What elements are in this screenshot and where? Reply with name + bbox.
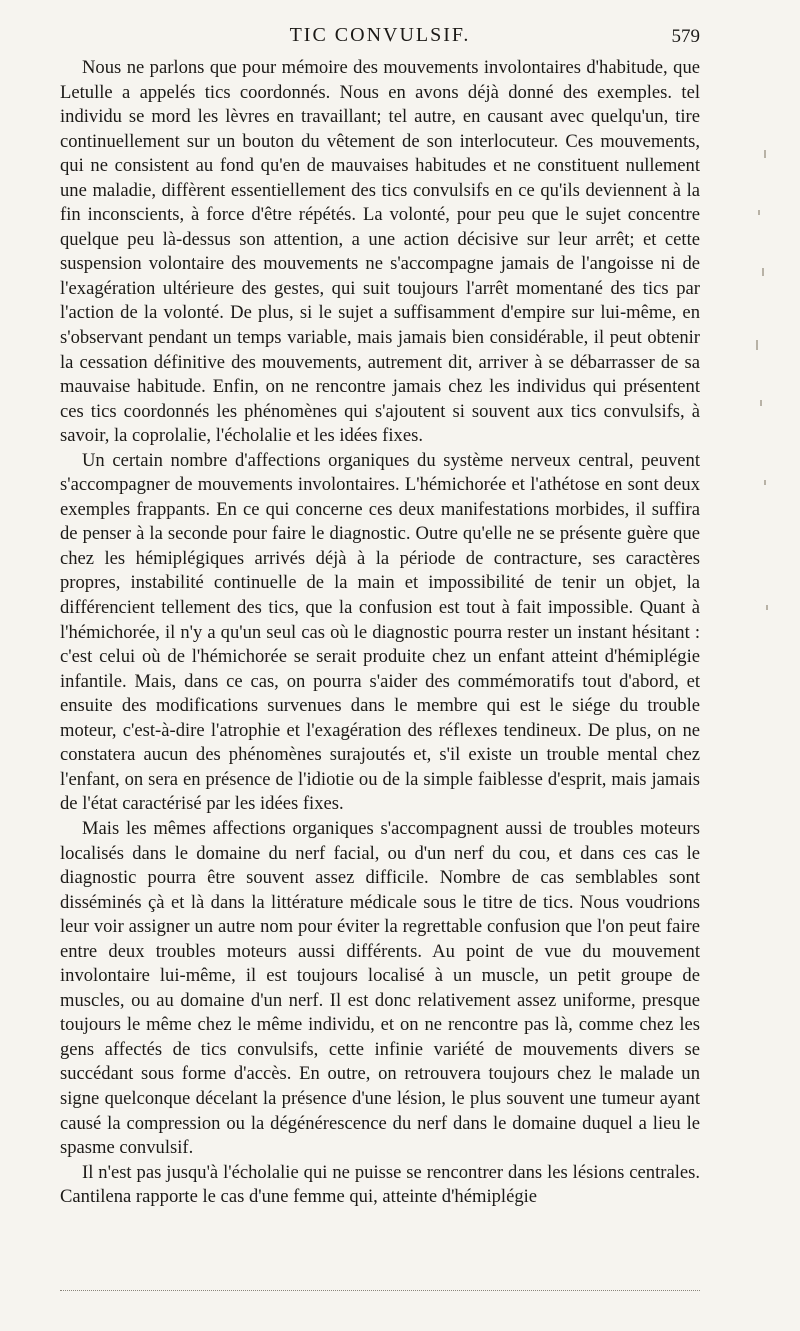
margin-speck	[766, 605, 768, 610]
margin-speck	[758, 210, 760, 215]
paragraph-organic-affections: Un certain nombre d'affections organiques du système nerveux central, peuvent s'accompagner de mouvements involontaires. L'hémichorée et l'athétose en sont deux exemples frappants. En ce qui concerne ces deux manifestations morbides, il suffira de penser à la seconde pour faire le diagnostic. Outre qu'elle ne se présente guère que chez les hémiplégiques arrivés déjà à la période de contracture, ses caractères propres, instabilité continuelle de la main et impossibilité de tenir un objet, la différencient tellement des tics, que la confusion est tout à fait impossible. Quant à l'hémichorée, il n'y a qu'un seul cas où le diagnostic pourra rester un instant hésitant : c'est celui où de l'hémichorée se serait produite chez un enfant atteint d'hémiplégie infantile. Mais, dans ce cas, on pourra s'aider des commémoratifs tout d'abord, et ensuite des modifications survenues dans le membre qui est le siége du trouble moteur, c'est-à-dire l'atrophie et l'exagération des réflexes tendineux. De plus, on ne constatera aucun des phénomènes surajoutés et, s'il existe un trouble mental chez l'enfant, on sera en présence de l'idiotie ou de la simple faiblesse d'esprit, mais jamais de l'état caractérisé par les idées fixes.	[60, 449, 700, 815]
margin-speck	[756, 340, 758, 350]
margin-speck	[760, 400, 762, 406]
paragraph-localized-motor-troubles: Mais les mêmes affections organiques s'accompagnent aussi de troubles moteurs localisés dans le domaine du nerf facial, ou d'un nerf du cou, et dans ces cas le diagnostic pourra être souvent assez difficile. Nombre de cas semblables sont disséminés çà et là dans la littérature médicale sous le titre de tics. Nous voudrions leur voir assigner un autre nom pour éviter la regrettable confusion que l'on peut faire entre deux troubles moteurs aussi différents. Au point de vue du mouvement involontaire lui-même, il est toujours localisé à un muscle, un petit groupe de muscles, ou au domaine d'un nerf. Il est donc relativement assez uniforme, presque toujours le même chez le même individu, et on ne rencontre pas là, comme chez les gens affectés de tics convulsifs, cette infinie variété de mouvements divers se succédant sous forme d'accès. En outre, on retrouvera toujours chez le malade un signe quelconque décelant la présence d'une lésion, le plus souvent une tumeur ayant causé la compression ou la dégénérescence du nerf dans le domaine duquel a lieu le spasme convulsif.	[60, 817, 700, 1159]
margin-specks	[752, 150, 782, 670]
paragraph-habit-tics: Nous ne parlons que pour mémoire des mouvements involontaires d'habitude, que Letulle a appelés tics coordonnés. Nous en avons déjà donné des exemples. tel individu se mord les lèvres en travaillant; tel autre, en causant avec quelqu'un, tire continuellement sur un bouton du vêtement de son interlocuteur. Ces mouvements, qui ne consistent au fond qu'en de mauvaises habitudes et ne constituent nullement une maladie, diffèrent essentiellement des tics convulsifs en ce qu'ils deviennent à la fin inconscients, à force d'être répétés. La volonté, pour peu que le sujet concentre quelque peu là-dessus son attention, a une action décisive sur leur arrêt; et cette suspension volontaire des mouvements ne s'accompagne jamais de l'angoisse ni de l'exagération ultérieure des gestes, qui suit toujours l'arrêt momentané des tics par l'action de la volonté. De plus, si le sujet a suffisamment d'empire sur lui-même, en s'observant pendant un temps variable, mais jamais bien considérable, il peut obtenir la cessation définitive des mouvements, autrement dit, arriver à se débarrasser de sa mauvaise habitude. Enfin, on ne rencontre jamais chez les individus qui présentent ces tics coordonnés les phénomènes qui s'ajoutent si souvent aux tics convulsifs, à savoir, la coprolalie, l'écholalie et les idées fixes.	[60, 57, 700, 447]
body-text	[60, 56, 700, 1210]
running-title: TIC CONVULSIF.	[289, 24, 471, 46]
bottom-rule	[60, 1290, 700, 1291]
paragraph-echolalia: Il n'est pas jusqu'à l'écholalie qui ne puisse se rencontrer dans les lésions centrales. Cantilena rapporte le cas d'une femme qui, atteinte d'hémiplégie	[60, 1161, 700, 1208]
running-head	[60, 24, 700, 50]
margin-speck	[764, 150, 766, 158]
margin-speck	[762, 268, 764, 276]
margin-speck	[764, 480, 766, 485]
page-number: 579	[671, 26, 700, 47]
